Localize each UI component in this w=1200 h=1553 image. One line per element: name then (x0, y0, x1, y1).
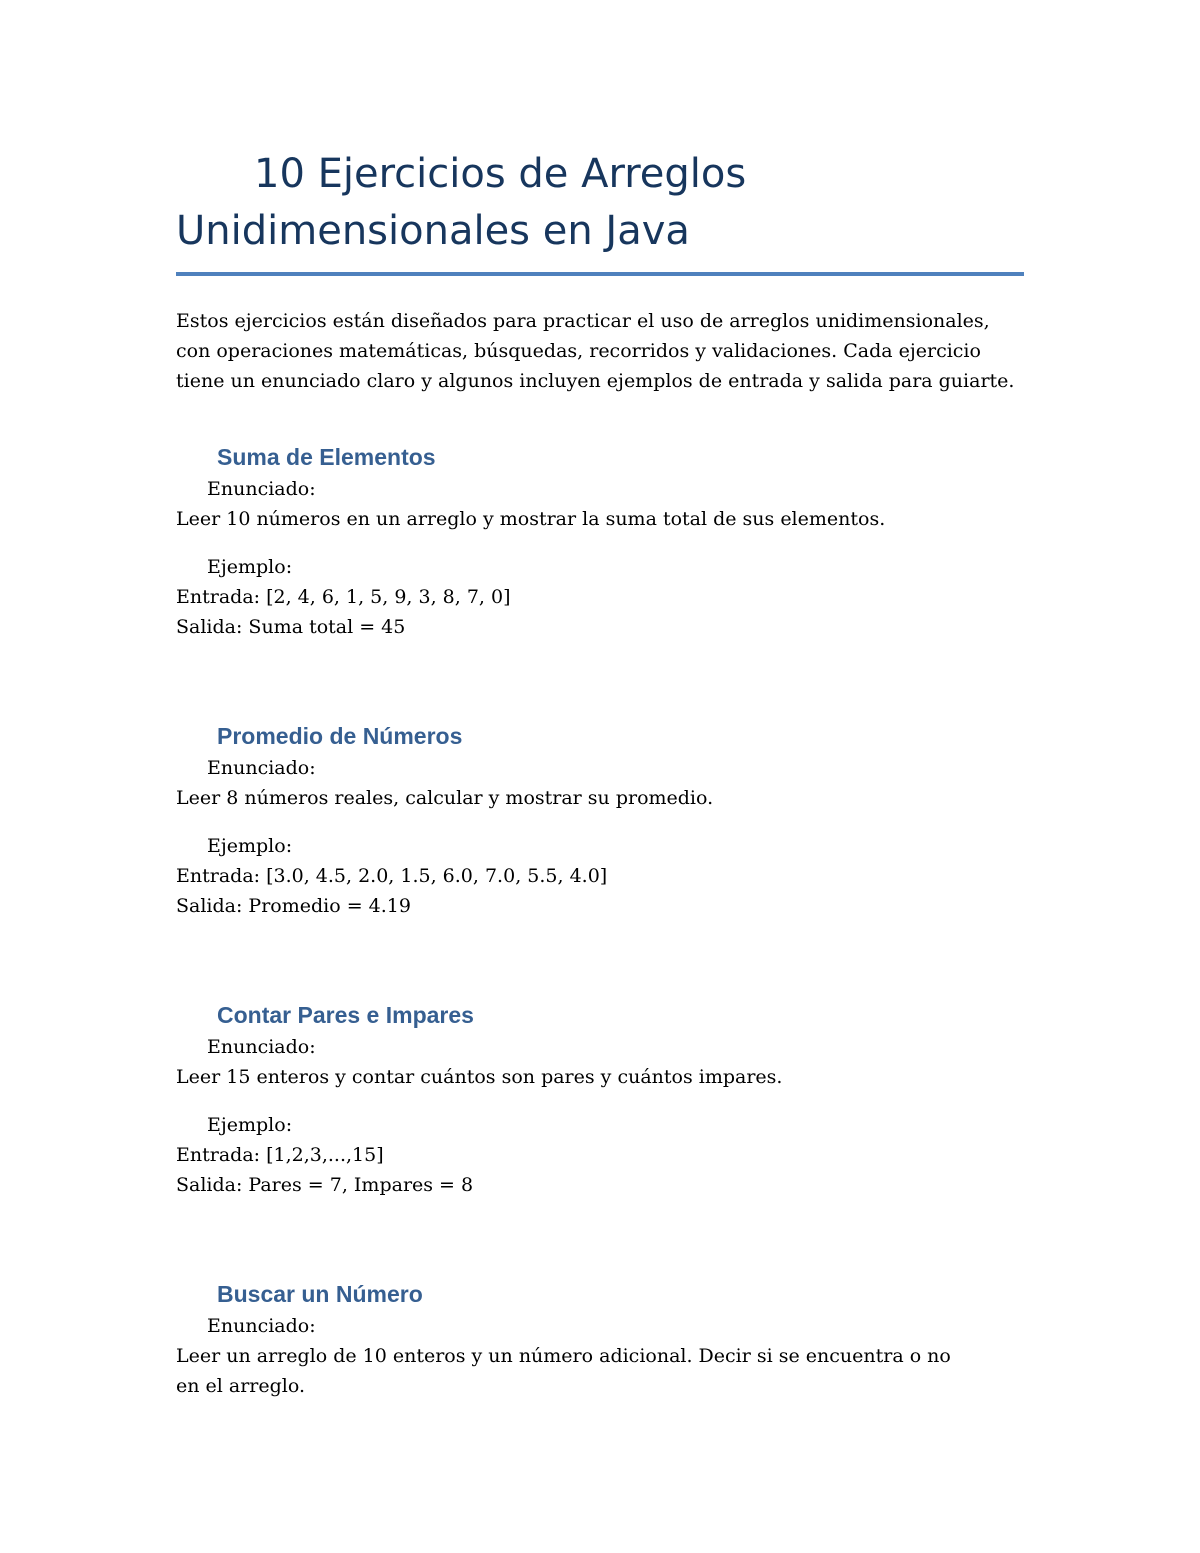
example-label: Ejemplo: (207, 1114, 293, 1136)
example-output: Salida: Pares = 7, Impares = 8 (176, 1174, 474, 1196)
exercise-section (176, 719, 1024, 921)
statement-text: Leer 8 números reales, calcular y mostrar su promedio. (176, 787, 714, 809)
exercise-heading: Suma de Elementos (217, 444, 436, 470)
example-input: Entrada: [3.0, 4.5, 2.0, 1.5, 6.0, 7.0, 5.5, 4.0] (176, 865, 608, 887)
title-underline (176, 272, 1024, 276)
exercise-section (176, 440, 1024, 642)
spacer (176, 813, 1024, 831)
title-line-2: Unidimensionales en Java (176, 208, 690, 254)
spacer (176, 534, 1024, 552)
example-label: Ejemplo: (207, 835, 293, 857)
exercise-heading: Contar Pares e Impares (217, 1002, 474, 1028)
statement-text: Leer 10 números en un arreglo y mostrar la suma total de sus elementos. (176, 508, 886, 530)
statement-label: Enunciado: (207, 1036, 316, 1058)
exercise-heading: Buscar un Número (217, 1281, 423, 1307)
exercise-section (176, 1277, 1024, 1401)
statement-label: Enunciado: (207, 757, 316, 779)
document-title (176, 146, 1024, 260)
example-input: Entrada: [1,2,3,...,15] (176, 1144, 384, 1166)
spacer (176, 1092, 1024, 1110)
example-label: Ejemplo: (207, 556, 293, 578)
statement-text: Leer 15 enteros y contar cuántos son pares y cuántos impares. (176, 1066, 783, 1088)
statement-label: Enunciado: (207, 1315, 316, 1337)
title-line-1: 10 Ejercicios de Arreglos (254, 151, 747, 197)
exercise-section (176, 998, 1024, 1200)
example-output: Salida: Promedio = 4.19 (176, 895, 411, 917)
statement-label: Enunciado: (207, 478, 316, 500)
example-output: Salida: Suma total = 45 (176, 616, 406, 638)
exercise-heading: Promedio de Números (217, 723, 463, 749)
intro-paragraph: Estos ejercicios están diseñados para practicar el uso de arreglos unidimensionales, con operaciones matemáticas, búsquedas, recorridos y validaciones. Cada ejercicio tiene un enunciado claro y algunos incluyen ejemplos de entrada y salida para guiarte. (176, 310, 1015, 392)
statement-text: Leer un arreglo de 10 enteros y un número adicional. Decir si se encuentra o no en el arreglo. (176, 1345, 951, 1397)
example-input: Entrada: [2, 4, 6, 1, 5, 9, 3, 8, 7, 0] (176, 586, 511, 608)
